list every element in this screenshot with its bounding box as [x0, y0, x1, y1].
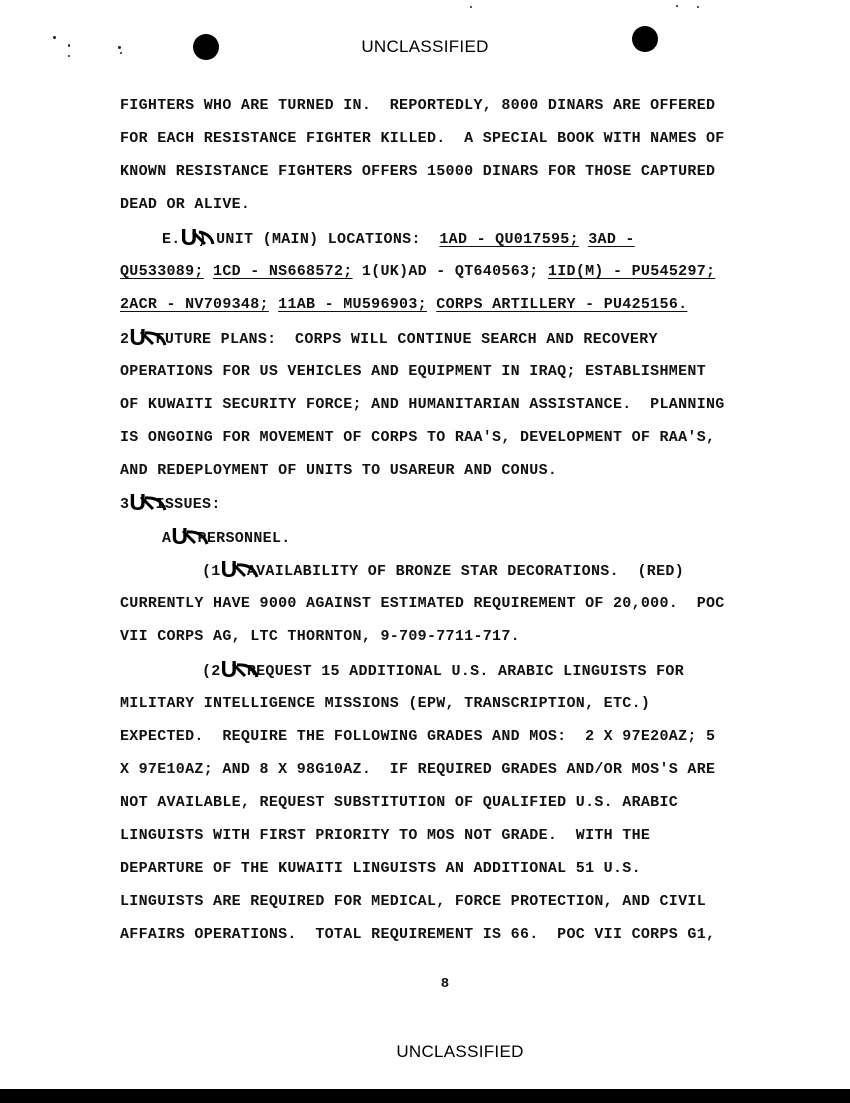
page-number: 8 — [440, 976, 450, 992]
classification-marking — [171, 523, 189, 549]
location-1cd: 1CD - NS668572; — [213, 263, 353, 280]
text-line: DEAD OR ALIVE. — [120, 196, 251, 213]
text-line: NOT AVAILABLE, REQUEST SUBSTITUTION OF QUALIFIED U.S. ARABIC — [120, 794, 679, 811]
strikeout-mark-icon — [231, 662, 261, 678]
marking-text: U — [220, 656, 238, 682]
text-line: AFFAIRS OPERATIONS. TOTAL REQUIREMENT IS 66. POC VII CORPS G1, — [120, 926, 716, 943]
strikeout-mark-icon — [139, 495, 169, 511]
text-line: MILITARY INTELLIGENCE MISSIONS (EPW, TRANSCRIPTION, ETC.) — [120, 695, 651, 712]
classification-marking — [220, 656, 238, 682]
classification-marking — [220, 556, 238, 582]
text-line: KNOWN RESISTANCE FIGHTERS OFFERS 15000 DINARS FOR THOSE CAPTURED — [120, 163, 716, 180]
classification-header: UNCLASSIFIED — [361, 37, 489, 56]
scan-edge-bar — [0, 1089, 850, 1103]
text-line: FIGHTERS WHO ARE TURNED IN. REPORTEDLY, 8000 DINARS ARE OFFERED — [120, 97, 716, 114]
item-2-heading — [202, 656, 685, 682]
location-11ab: 11AB - MU596903; — [278, 296, 427, 313]
marking-text: U — [129, 489, 147, 515]
section-e-label: E. — [162, 231, 181, 248]
text-line: IS ONGOING FOR MOVEMENT OF CORPS TO RAA'S, DEVELOPMENT OF RAA'S, — [120, 429, 716, 446]
section-3-heading — [120, 489, 221, 515]
strikeout-mark-icon — [231, 562, 261, 578]
marking-text: U — [220, 556, 238, 582]
section-e-heading — [162, 224, 635, 250]
marking-text: U — [171, 523, 189, 549]
section-number: 3 — [120, 496, 130, 513]
text-line: X 97E10AZ; AND 8 X 98G10AZ. IF REQUIRED GRADES AND/OR MOS'S ARE — [120, 761, 716, 778]
section-2-heading — [120, 324, 658, 350]
text-line: OF KUWAITI SECURITY FORCE; AND HUMANITARIAN ASSISTANCE. PLANNING — [120, 396, 725, 413]
text-line: VII CORPS AG, LTC THORNTON, 9-709-7711-717. — [120, 628, 520, 645]
scan-speck — [470, 6, 472, 8]
text-span: FUTURE PLANS: CORPS WILL CONTINUE SEARCH AND RECOVERY — [146, 331, 658, 348]
text-line — [120, 261, 715, 283]
text-line: DEPARTURE OF THE KUWAITI LINGUISTS AN ADDITIONAL 51 U.S. — [120, 860, 641, 877]
text-line: LINGUISTS WITH FIRST PRIORITY TO MOS NOT GRADE. WITH THE — [120, 827, 651, 844]
marking-text: U — [129, 324, 147, 350]
location-1ad: 1AD - QU017595; — [439, 231, 579, 248]
text-line: OPERATIONS FOR US VEHICLES AND EQUIPMENT IN IRAQ; ESTABLISHMENT — [120, 363, 706, 380]
location-1uk: 1(UK)AD - QT640563; — [361, 263, 539, 280]
item-number: (2 — [202, 663, 221, 680]
location-1id: 1ID(M) - PU545297; — [547, 263, 716, 280]
scan-speck — [697, 6, 699, 8]
text-span: REQUEST 15 ADDITIONAL U.S. ARABIC LINGUISTS FOR — [237, 663, 685, 680]
classification-marking — [180, 224, 198, 250]
text-line — [120, 294, 687, 316]
section-number: 2 — [120, 331, 130, 348]
classification-marking — [129, 324, 147, 350]
location-3ad-grid: QU533089; — [120, 263, 204, 280]
text-line: EXPECTED. REQUIRE THE FOLLOWING GRADES AND MOS: 2 X 97E20AZ; 5 — [120, 728, 716, 745]
strikeout-mark-icon — [139, 330, 169, 346]
location-3ad: 3AD - — [588, 231, 635, 248]
classification-footer: UNCLASSIFIED — [396, 1042, 524, 1061]
text-span: AVAILABILITY OF BRONZE STAR DECORATIONS. (RED) — [237, 563, 685, 580]
text-line: FOR EACH RESISTANCE FIGHTER KILLED. A SPECIAL BOOK WITH NAMES OF — [120, 130, 725, 147]
location-corps-artillery: CORPS ARTILLERY - PU425156. — [436, 296, 688, 313]
strikeout-mark-icon — [181, 529, 211, 545]
text-line: LINGUISTS ARE REQUIRED FOR MEDICAL, FORCE PROTECTION, AND CIVIL — [120, 893, 706, 910]
section-a-heading — [162, 523, 291, 549]
text-line: AND REDEPLOYMENT OF UNITS TO USAREUR AND CONUS. — [120, 462, 558, 479]
location-2acr: 2ACR - NV709348; — [120, 296, 269, 313]
text-span: ISSUES: — [146, 496, 221, 513]
item-number: (1 — [202, 563, 221, 580]
text-span: ) UNIT (MAIN) LOCATIONS: — [197, 231, 440, 248]
strikeout-mark-icon — [191, 230, 221, 246]
item-1-heading — [202, 556, 685, 582]
text-span: PERSONNEL. — [188, 530, 291, 547]
marking-text: U — [180, 224, 198, 250]
section-number: A — [162, 530, 172, 547]
text-line: CURRENTLY HAVE 9000 AGAINST ESTIMATED REQUIREMENT OF 20,000. POC — [120, 595, 725, 612]
classification-marking — [129, 489, 147, 515]
scan-speck — [676, 5, 678, 7]
